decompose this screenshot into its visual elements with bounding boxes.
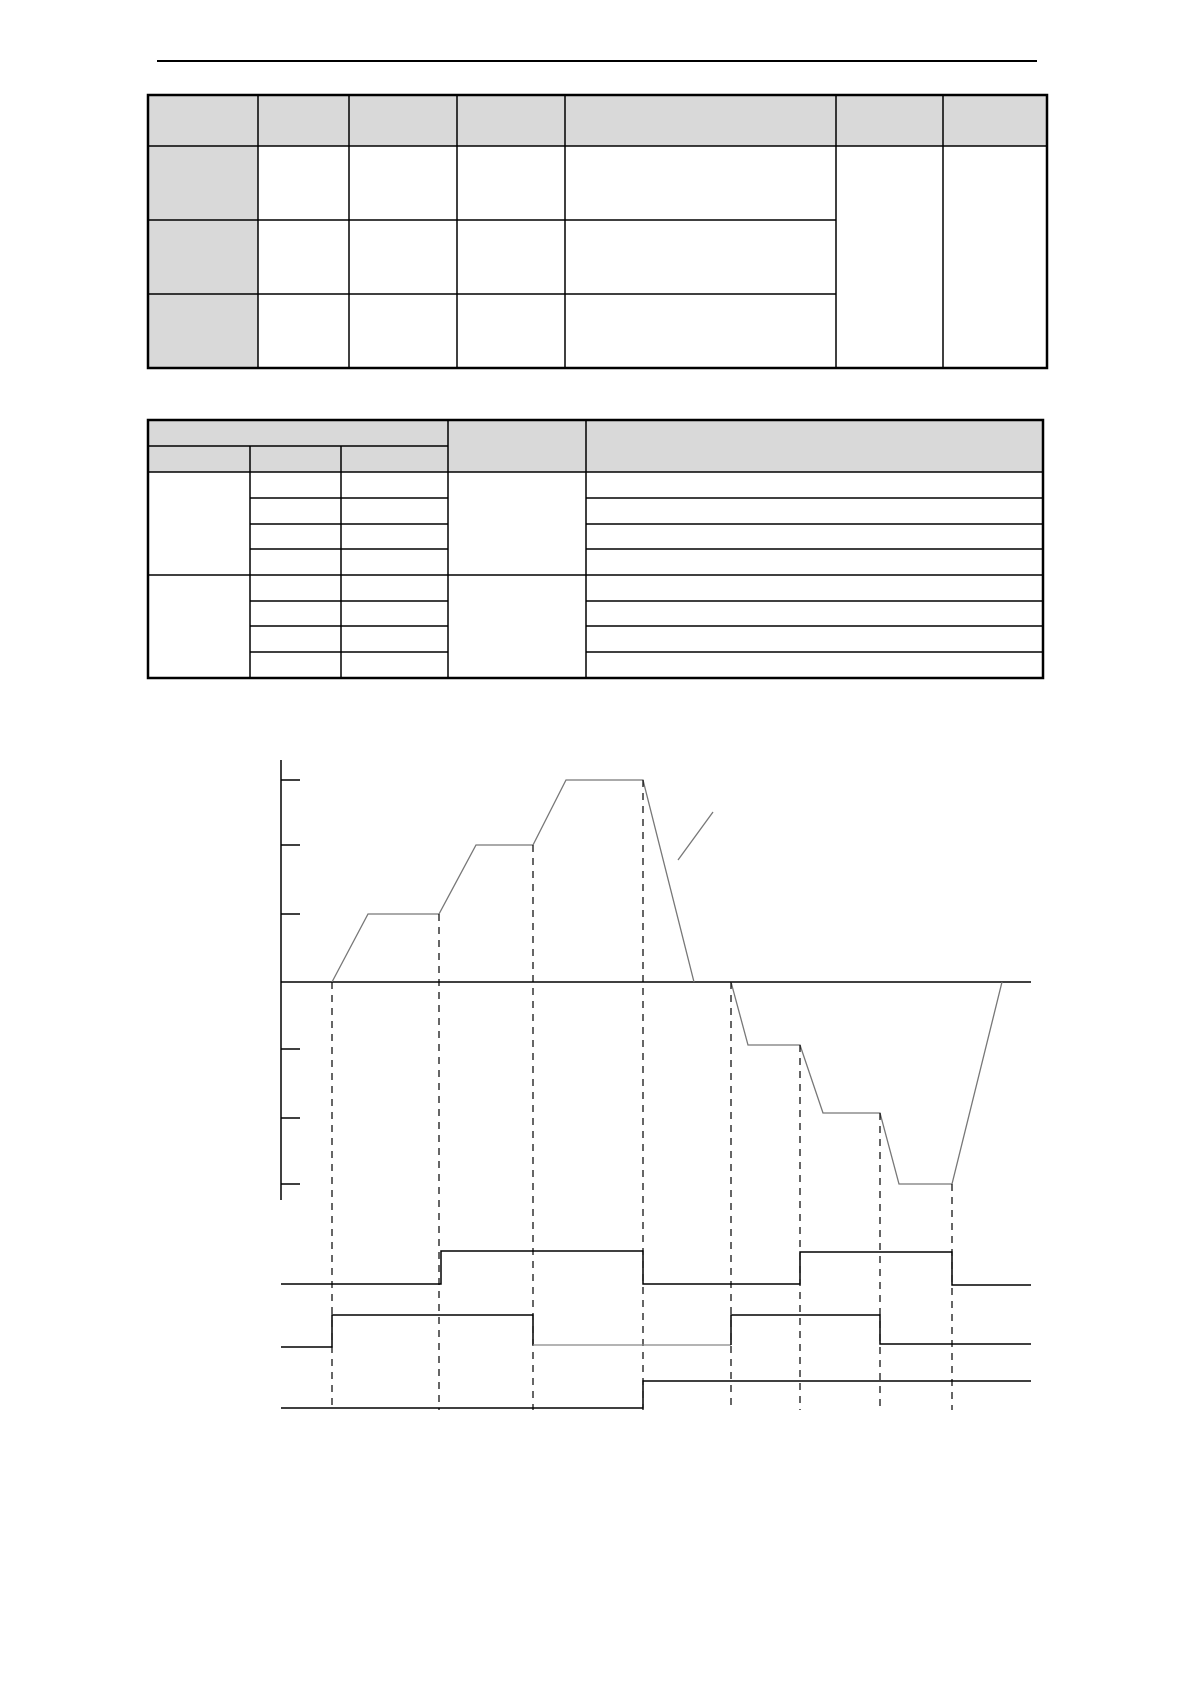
parameter-table bbox=[148, 95, 1047, 368]
terminal-signal-1 bbox=[281, 1251, 1031, 1285]
parameter-table-label-column bbox=[148, 146, 258, 368]
terminal-state-table-header-mid bbox=[448, 420, 586, 472]
terminal-signal-2 bbox=[281, 1315, 533, 1347]
multi-speed-timing-diagram bbox=[281, 760, 1031, 1410]
annotation-leader-line bbox=[678, 812, 713, 860]
frequency-curve-reverse bbox=[731, 982, 1002, 1184]
terminal-signal-3 bbox=[281, 1381, 1031, 1408]
terminal-state-table-header-right bbox=[586, 420, 1043, 472]
terminal-state-table bbox=[148, 420, 1043, 678]
parameter-table-header-row bbox=[148, 95, 1047, 146]
terminal-signal-2-cont bbox=[731, 1315, 1031, 1345]
frequency-curve bbox=[332, 780, 694, 982]
